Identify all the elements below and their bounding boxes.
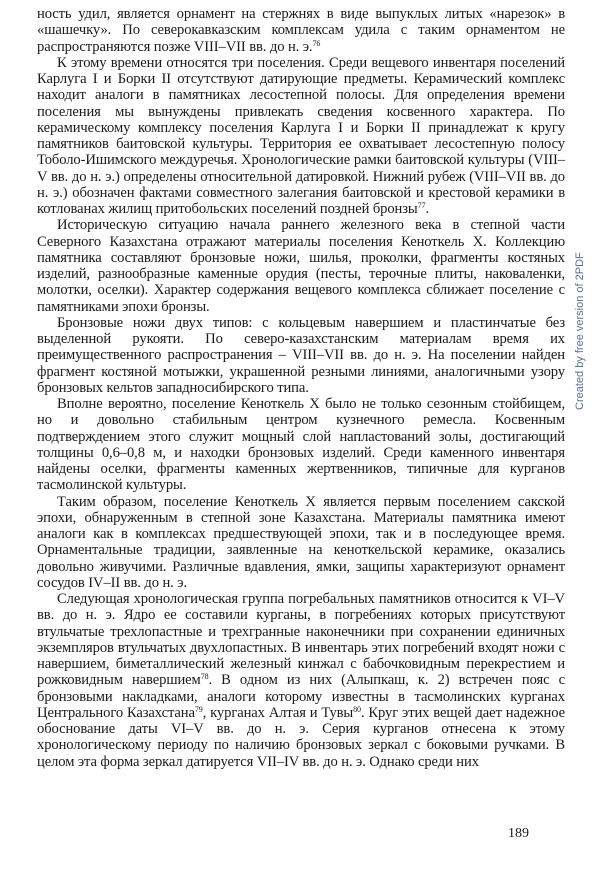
- paragraph-6-text: Таким образом, поселение Кеноткель X является первым поселением сакской эпохи, обнаруженным в степной зоне Казахстана. Материалы памятника имеют аналоги как в комплексах предшествующей эпохи, так и в последующее время. Орнаментальные традиции, заявленные на кеноткельской керамике, оказались довольно живучими. Различные вдавления, ямки, защипы характеризуют орнамент сосудов IV–II вв. до н. э.: [37, 493, 565, 591]
- footnote-ref-76: 76: [312, 38, 321, 48]
- paragraph-7: [37, 591, 565, 770]
- footnote-ref-80: 80: [353, 704, 361, 714]
- paragraph-6: [37, 494, 565, 592]
- paragraph-7-text-d: . Круг этих вещей дает надежное обоснование даты VI–V вв. до н. э. Серия курганов отнесена к этому хронологическому периоду по наличию бронзовых зеркал с боковыми ручками. В целом эта форма зеркал датируется VII–IV вв. до н. э. Однако среди них: [37, 704, 565, 770]
- paragraph-2: К этому времени относятся три поселения. Среди вещевого инвентаря поселений Карлуга I и Борки II отсутствуют датирующие предметы. Керамический комплекс находит аналоги в памятниках лесостепной полосы. Для определения времени поселения мы вынуждены привлекать сведения косвенного характера. По керамическому комплексу поселения Карлуга I и Борки II принадлежат к кругу памятников баитовской культуры. Территория ее охватывает лесостепную полосу Тоболо-Ишимского междуречья. Хронологические рамки баитовской культуры (VIII–V вв. до н. э.) определены относительной датировкой. Нижний рубеж (VIII–VII вв. до н. э.) обозначен фактами совместного залегания баитовской и крестовой керамики в котлованах жилищ притобольских поселений поздней бронзы$^{77}$.: [37, 54, 565, 217]
- footnote-ref-79: 79: [194, 704, 203, 714]
- paragraph-4-text: Бронзовые ножи двух типов: с кольцевым навершием и пластинчатые без выделенной рукояти. По северо-казахстанским материалам время их преимущественного распространения – VIII–VII вв. до н. э. На поселении найден фрагмент костяной мотыжки, украшенной резными линиями, аналогичными узору бронзовых кельтов западносибирского типа.: [37, 314, 565, 396]
- footnote-ref-77: 77: [417, 201, 426, 210]
- pdf-watermark: Created by free version of 2PDF: [574, 252, 586, 410]
- paragraph-1-text: ность удил, является орнамент на стержнях в виде выпуклых литых «нарезок» в «шашечку». По северокавказским комплексам удила с таким орнаментом не распространяются позже VIII–VII вв. до н. э.: [37, 6, 565, 55]
- paragraph-3: [37, 217, 565, 315]
- text-column: [37, 6, 565, 770]
- page-number: 189: [508, 826, 529, 841]
- paragraph-1: [37, 6, 565, 55]
- paragraph-4: [37, 315, 565, 396]
- paragraph-5-text: Вполне вероятно, поселение Кеноткель X было не только сезонным стойбищем, но и довольно стабильным центром кузнечного ремесла. Косвенным подтверждением этого служит мощный слой напластований золы, достигающий толщины 0,6–0,8 м, и находки бронзовых изделий. Среди каменного инвентаря найдены оселки, фрагменты каменных жертвенников, типичные для курганов тасмолинской культуры.: [37, 396, 565, 494]
- paragraph-3-text: Историческую ситуацию начала раннего железного века в степной части Северного Казахстана отражают материалы поселения Кеноткель X. Коллекцию памятника составляют бронзовые ножи, шилья, проколки, фрагменты костяных изделий, разнообразные каменные орудия (песты, терочные плиты, наковаленки, молотки, оселки). Характер содержания вещевого комплекса сближает поселение с памятниками эпохи бронзы.: [37, 217, 565, 315]
- paragraph-7-text: Следующая хронологическая группа погребальных памятников относится к VI–V вв. до н. э. Ядро ее составили курганы, в погребениях которых присутствуют втульчатые трехлопастные и трехгранные наконечники при сохранении единичных экземпляров втульчатых двухлопастных. В инвентарь этих погребений входят ножи с навершием, биметаллический железный кинжал с бабочковидным перекрестием и рожковидным навершием: [37, 591, 565, 689]
- paragraph-2-text: К этому времени относятся три поселения. Среди вещевого инвентаря поселений Карлуга I и Борки II отсутствуют датирующие предметы. Керамический комплекс находит аналоги в памятниках лесостепной полосы. Для определения времени поселения мы вынуждены привлекать сведения косвенного характера. По керамическому комплексу поселения Карлуга I и Борки II принадлежат к кругу памятников баитовской культуры. Территория ее охватывает лесостепную полосу Тоболо-Ишимского междуречья. Хронологические рамки баитовской культуры (VIII–V вв. до н. э.) определены относительной датировкой. Нижний рубеж (VIII–VII вв. до н. э.) обозначен фактами совместного залегания баитовской и крестовой керамики в котлованах жилищ притобольских поселений поздней бронзы: [37, 54, 565, 217]
- paragraph-5: [37, 396, 565, 494]
- footnote-ref-78: 78: [200, 672, 209, 682]
- paragraph-7-text-c: , курганах Алтая и Тувы: [202, 704, 354, 721]
- paragraph-7-text-b: . В одном из них (Алыпкаш, к. 2) встречен пояс с бронзовыми накладками, аналоги которому известны в тасмолинских курганах Центрального Казахстана: [37, 672, 565, 721]
